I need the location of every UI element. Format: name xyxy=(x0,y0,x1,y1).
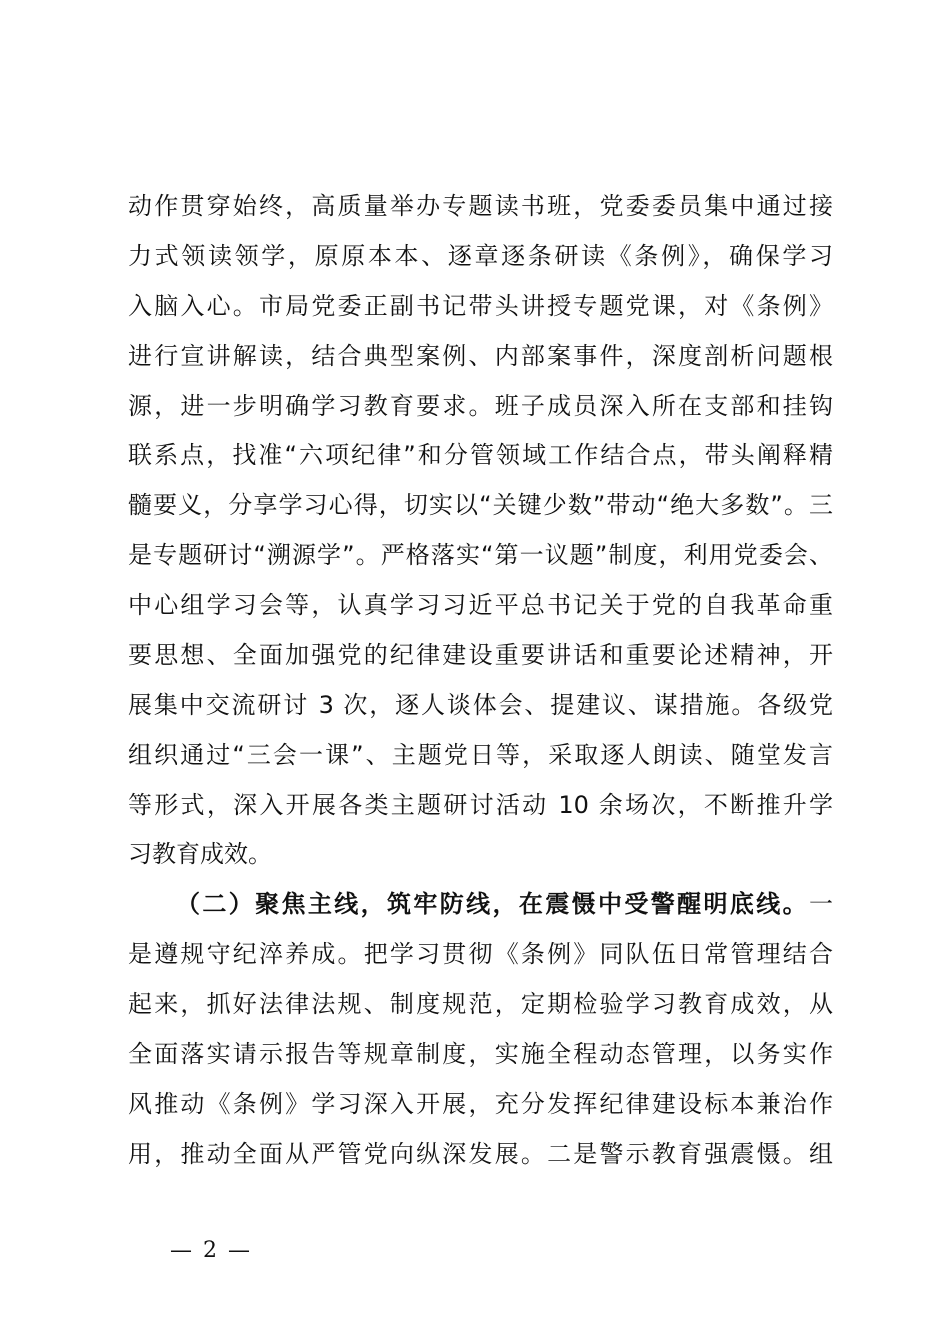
text-line: 习教育成效。 xyxy=(128,840,272,868)
text-line: 全面落实请示报告等规章制度，实施全程动态管理，以务实作 xyxy=(128,1040,833,1068)
text-line: 组织通过“三会一课”、主题党日等，采取逐人朗读、随堂发言 xyxy=(128,741,833,769)
text-line: 要思想、全面加强党的纪律建设重要讲话和重要论述精神，开 xyxy=(128,641,833,669)
text-line: 是专题研讨“溯源学”。严格落实“第一议题”制度，利用党委会、 xyxy=(128,541,833,569)
text-line: 中心组学习会等，认真学习习近平总书记关于党的自我革命重 xyxy=(128,591,833,619)
text-line: 入脑入心。市局党委正副书记带头讲授专题党课，对《条例》 xyxy=(128,292,833,320)
text-line: 起来，抓好法律法规、制度规范，定期检验学习教育成效，从 xyxy=(128,990,833,1018)
text-line: 动作贯穿始终，高质量举办专题读书班，党委委员集中通过接 xyxy=(128,192,833,220)
page-number: — 2 — xyxy=(170,1238,252,1263)
text-line: 联系点，找准“六项纪律”和分管领域工作结合点，带头阐释精 xyxy=(128,441,833,469)
text-line: 用，推动全面从严管党向纵深发展。二是警示教育强震慑。组 xyxy=(128,1140,833,1168)
section-heading: （二）聚焦主线，筑牢防线，在震慑中受警醒明底线。 xyxy=(176,890,809,918)
text-line: 源，进一步明确学习教育要求。班子成员深入所在支部和挂钩 xyxy=(128,392,833,420)
heading-continuation: 一 xyxy=(809,890,833,918)
text-line: 进行宣讲解读，结合典型案例、内部案事件，深度剖析问题根 xyxy=(128,342,833,370)
text-line: 等形式，深入开展各类主题研讨活动 10 余场次，不断推升学 xyxy=(128,791,833,819)
text-line: 是遵规守纪淬养成。把学习贯彻《条例》同队伍日常管理结合 xyxy=(128,940,833,968)
text-line: 髓要义，分享学习心得，切实以“关键少数”带动“绝大多数”。三 xyxy=(128,491,833,519)
section-heading-line xyxy=(176,889,833,919)
text-line: 力式领读领学，原原本本、逐章逐条研读《条例》，确保学习 xyxy=(128,242,833,270)
text-line: 风推动《条例》学习深入开展，充分发挥纪律建设标本兼治作 xyxy=(128,1090,833,1118)
text-line: 展集中交流研讨 3 次，逐人谈体会、提建议、谋措施。各级党 xyxy=(128,691,833,719)
